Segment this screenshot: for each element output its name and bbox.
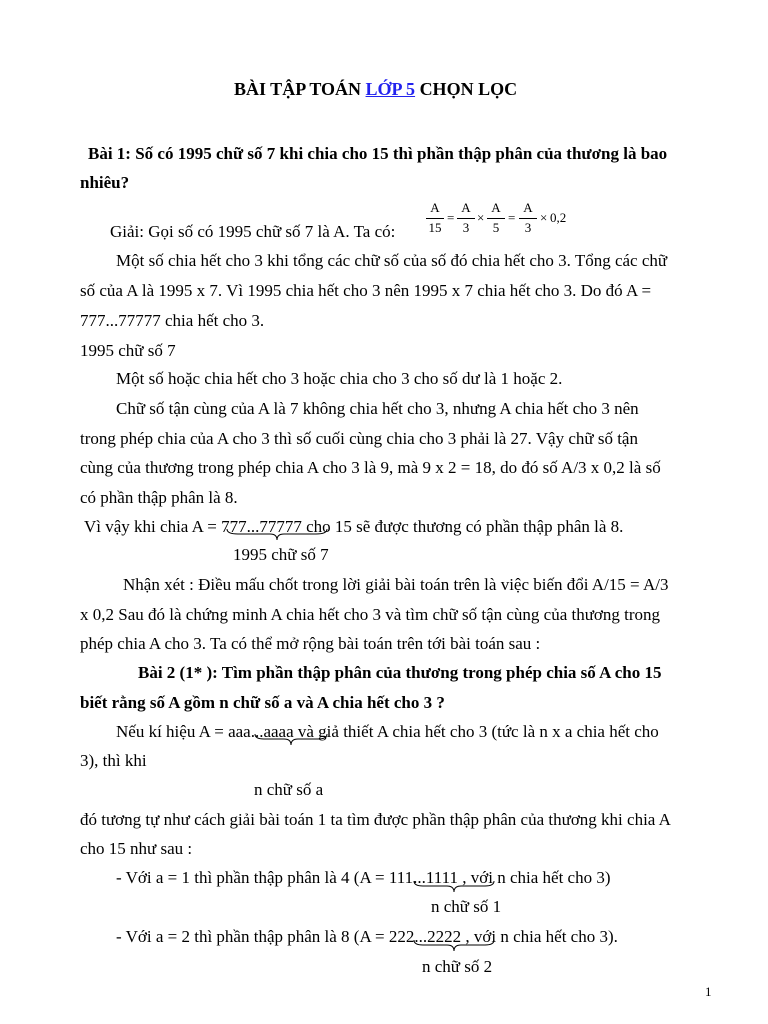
page-number: 1 xyxy=(705,984,712,999)
digit-count-label: n chữ số 2 xyxy=(422,957,493,976)
underbrace xyxy=(254,733,328,747)
paragraph-line: trong phép chia của A cho 3 thì số cuối cùng chia cho 3 phải là 27. Vậy chữ số tận xyxy=(80,429,638,448)
paragraph-line: Một số hoặc chia hết cho 3 hoặc chia cho 3 cho số dư là 1 hoặc 2. xyxy=(116,369,563,388)
paragraph-line: Nhận xét : Điều mấu chốt trong lời giải bài toán trên là việc biến đổi A/15 = A/3 xyxy=(123,575,669,594)
problem-2-line-2: biết rằng số A gồm n chữ số a và A chia hết cho 3 ? xyxy=(80,693,445,712)
digit-count-label: n chữ số a xyxy=(254,780,324,799)
digit-count-label: 1995 chữ số 7 xyxy=(233,545,329,564)
paragraph-line: 3), thì khi xyxy=(80,751,147,770)
document-page: BÀI TẬP TOÁN LỚP 5 CHỌN LỌC Bài 1: Số có 1995 chữ số 7 khi chia cho 15 thì phần thập phân của thương là bao nhiêu? Giải: Gọi số có 1995 chữ số 7 là A. Ta có: A 15 = A 3 × A 5 = A 3 × 0,2 Một số chia hết cho 3 khi tổng các chữ số của số đó chia hết cho 3. Tổng các chữ số của A là 1995 x 7. Vì 1995 chia hết cho 3 nên 1995 x 7 chia hết cho 3. Do đó A = 777...77777 chia hết cho 3. 1995 chữ số 7 Một số hoặc chia hết cho 3 hoặc chia cho 3 cho số dư là 1 hoặc 2. Chữ số tận cùng của A là 7 không chia hết cho 3, nhưng A chia hết cho 3 nên trong phép chia của A cho 3 thì số cuối cùng chia cho 3 phải là 27. Vậy chữ số tận cùng của thương trong phép chia A cho 3 là 9, mà 9 x 2 = 18, do đó số A/3 x 0,2 là số có phần thập phân là 8. Vì vậy khi chia A = 777...77777 cho 15 sẽ được thương có phần thập phân là 8. 1995 chữ số 7 Nhận xét : Điều mấu chốt trong lời giải bài toán trên là việc biến đổi A/15 = A/3 x 0,2 Sau đó là chứng minh A chia hết cho 3 và tìm chữ số tận cùng của thương trong phép chia A cho 3. Ta có thể mở rộng bài toán trên tới bài toán sau : Bài 2 (1* ): Tìm phần thập phân của thương trong phép chia số A cho 15 biết rằng số A gồm n chữ số a và A chia hết cho 3 ? Nếu kí hiệu A = aaa...aaaa và giả thiết A chia hết cho 3 (tức là n x a chia hết cho 3), thì khi n chữ số a đó tương tự như cách giải bài toán 1 ta tìm được phần thập phân của thương khi chia A cho 15 như sau : - Với a = 1 thì phần thập phân là 4 (A = 111...1111 , với n chia hết cho 3) n chữ số 1 - Với a = 2 thì phần thập phân là 8 (A = 222...2222 , với n chia hết cho 3). n chữ số 2 1 xyxy=(80,79,712,999)
problem-1-line-1: Bài 1: Số có 1995 chữ số 7 khi chia cho 15 thì phần thập phân của thương là bao xyxy=(88,144,668,163)
underbrace xyxy=(413,880,495,894)
paragraph-line: Vì vậy khi chia A = 777...77777 cho 15 sẽ được thương có phần thập phân là 8. xyxy=(84,517,624,536)
digit-count-label: 1995 chữ số 7 xyxy=(80,341,176,360)
case-a-2: - Với a = 2 thì phần thập phân là 8 (A = 222...2222 , với n chia hết cho 3). xyxy=(116,927,618,946)
paragraph-line: số của A là 1995 x 7. Vì 1995 chia hết cho 3 nên 1995 x 7 chia hết cho 3. Do đó A = xyxy=(80,281,652,300)
problem-1-line-2: nhiêu? xyxy=(80,173,130,192)
underbrace xyxy=(413,939,495,953)
page-title: BÀI TẬP TOÁN LỚP 5 CHỌN LỌC xyxy=(234,79,518,99)
problem-2-line-1: Bài 2 (1* ): Tìm phần thập phân của thương trong phép chia số A cho 15 xyxy=(138,663,662,682)
paragraph-line: x 0,2 Sau đó là chứng minh A chia hết cho 3 và tìm chữ số tận cùng của thương trong xyxy=(80,605,661,624)
grade-link[interactable]: LỚP 5 xyxy=(365,79,416,99)
paragraph-line: Một số chia hết cho 3 khi tổng các chữ số của số đó chia hết cho 3. Tổng các chữ xyxy=(116,251,668,270)
paragraph-line: cùng của thương trong phép chia A cho 3 là 9, mà 9 x 2 = 18, do đó số A/3 x 0,2 là số xyxy=(80,458,661,477)
paragraph-line: phép chia A cho 3. Ta có thể mở rộng bài toán trên tới bài toán sau : xyxy=(80,634,541,653)
digit-count-label: n chữ số 1 xyxy=(431,897,502,916)
paragraph-line: có phần thập phân là 8. xyxy=(80,488,238,507)
underbrace xyxy=(226,528,328,542)
paragraph-line: Chữ số tận cùng của A là 7 không chia hết cho 3, nhưng A chia hết cho 3 nên xyxy=(116,399,639,418)
paragraph-line: 777...77777 chia hết cho 3. xyxy=(80,311,265,330)
paragraph-line: đó tương tự như cách giải bài toán 1 ta tìm được phần thập phân của thương khi chia A xyxy=(80,810,671,829)
case-a-1: - Với a = 1 thì phần thập phân là 4 (A = 111...1111 , với n chia hết cho 3) xyxy=(116,868,611,887)
solution-intro: Giải: Gọi số có 1995 chữ số 7 là A. Ta có: xyxy=(110,222,396,241)
paragraph-line: Nếu kí hiệu A = aaa...aaaa và giả thiết A chia hết cho 3 (tức là n x a chia hết cho xyxy=(116,722,659,741)
paragraph-line: cho 15 như sau : xyxy=(80,839,193,858)
